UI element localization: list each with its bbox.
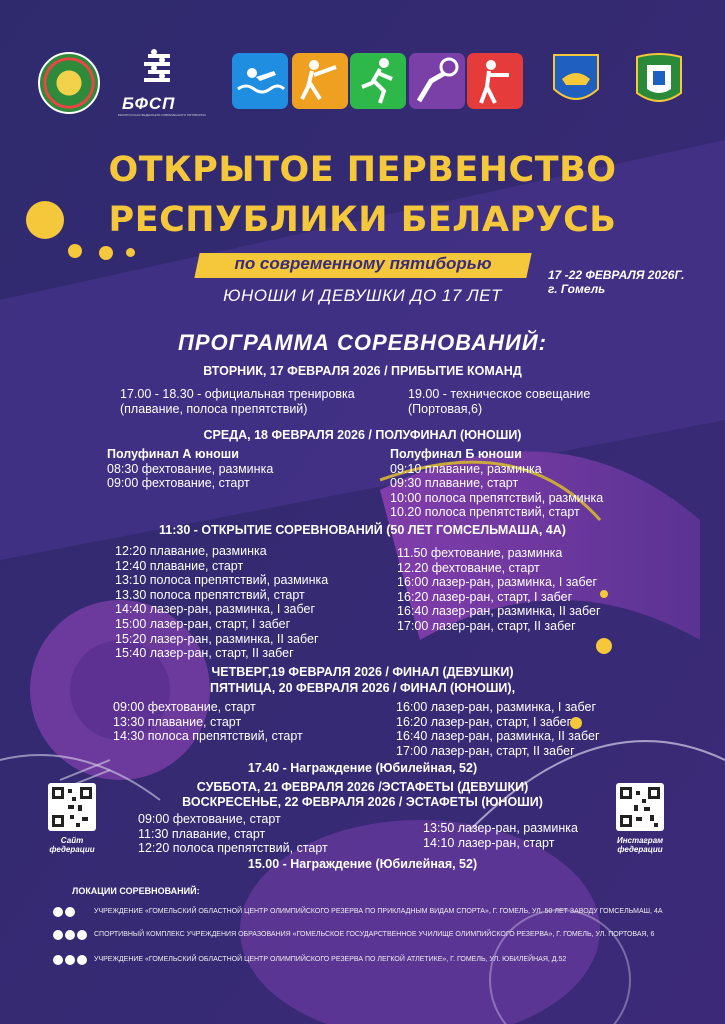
schedule-line: 15:20 лазер-ран, разминка, II забег xyxy=(115,631,319,646)
shooting-icon xyxy=(409,53,465,109)
day3-header-girls: ЧЕТВЕРГ,19 ФЕВРАЛЯ 2026 / ФИНАЛ (ДЕВУШКИ) xyxy=(211,665,514,679)
schedule-line: 14:10 лазер-ран, старт xyxy=(423,835,555,850)
location-item: УЧРЕЖДЕНИЕ «ГОМЕЛЬСКИЙ ОБЛАСТНОЙ ЦЕНТР ОЛИМПИЙСКОГО РЕЗЕРВА ПО ЛЕГКОЙ АТЛЕТИКЕ», Г. ГОМЕЛЬ, УЛ. ЮБИЛЕЙНАЯ, Д.52 xyxy=(94,956,567,963)
instagram-qr-caption: Инстаграм федерации xyxy=(616,836,664,854)
semifinal-b-title: Полуфинал Б юноши xyxy=(390,447,522,461)
day3-award: 17.40 - Награждение (Юбилейная, 52) xyxy=(247,761,478,775)
title-line-1: ОТКРЫТОЕ ПЕРВЕНСТВО xyxy=(108,150,617,190)
day3-header-boys: ПЯТНИЦА, 20 ФЕВРАЛЯ 2026 / ФИНАЛ (ЮНОШИ), xyxy=(209,681,516,695)
schedule-line: 09:00 фехтование, старт xyxy=(107,476,250,491)
schedule-line: 16:00 лазер-ран, разминка, I забег xyxy=(397,575,598,590)
decor-dot xyxy=(126,248,135,257)
age-group-label: ЮНОШИ И ДЕВУШКИ ДО 17 ЛЕТ xyxy=(223,286,502,305)
schedule-line: 12:20 плавание, разминка xyxy=(115,544,267,558)
schedule-line: (Портовая,6) xyxy=(408,401,483,416)
schedule-line: 12:20 полоса препятствий, старт xyxy=(138,841,328,856)
decor-dot xyxy=(600,590,608,598)
federation-emblem-logo xyxy=(38,52,100,114)
location-item: УЧРЕЖДЕНИЕ «ГОМЕЛЬСКИЙ ОБЛАСТНОЙ ЦЕНТР ОЛИМПИЙСКОГО РЕЗЕРВА ПО ПРИКЛАДНЫМ ВИДАМ СПОРТА», Г. ГОМЕЛЬ, УЛ. 50 ЛЕТ ЗАВОДУ ГОМСЕЛЬМАШ, 4А xyxy=(94,908,663,915)
schedule-line: 16:40 лазер-ран, разминка, II забег xyxy=(396,729,600,744)
opening-right xyxy=(397,546,601,634)
locations-title: ЛОКАЦИИ СОРЕВНОВАНИЙ: xyxy=(72,886,200,896)
schedule-line: 16:40 лазер-ран, разминка, II забег xyxy=(397,604,601,619)
schedule-line: 17:00 лазер-ран, старт, II забег xyxy=(397,618,576,633)
running-icon xyxy=(350,53,406,109)
relay-header-girls: СУББОТА, 21 ФЕВРАЛЯ 2026 /ЭСТАФЕТЫ (ДЕВУШКИ) xyxy=(196,780,529,794)
day3-right xyxy=(396,700,600,758)
swimming-obstacle-icons xyxy=(52,929,92,941)
schedule-line: (плавание, полоса препятствий) xyxy=(120,401,308,416)
schedule-line: 09:30 плавание, старт xyxy=(390,476,519,491)
decor-dot xyxy=(99,246,113,260)
schedule-line: 16:00 лазер-ран, разминка, I забег xyxy=(396,700,597,714)
schedule-line: 09:00 фехтование, старт xyxy=(113,700,256,714)
schedule-line: 12.20 фехтование, старт xyxy=(397,560,540,575)
website-qr-caption: Сайт федерации xyxy=(49,836,95,854)
program-title: ПРОГРАММА СОРЕВНОВАНИЙ: xyxy=(178,330,547,355)
schedule-line: 19.00 - техническое совещание xyxy=(408,387,591,401)
schedule-line: 17.00 - 18.30 - официальная тренировка xyxy=(120,387,355,401)
schedule-line: 13:50 лазер-ран, разминка xyxy=(423,821,578,835)
schedule-line: 14:40 лазер-ран, разминка, I забег xyxy=(115,602,316,617)
relay-header-boys: ВОСКРЕСЕНЬЕ, 22 ФЕВРАЛЯ 2026 / ЭСТАФЕТЫ (ЮНОШИ) xyxy=(182,795,543,809)
fencing-running-icons xyxy=(52,906,92,918)
location-item: СПОРТИВНЫЙ КОМПЛЕКС УЧРЕЖДЕНИЯ ОБРАЗОВАНИЯ «ГОМЕЛЬСКОЕ ГОСУДАРСТВЕННОЕ УЧИЛИЩЕ ОЛИМПИЙСКОГО РЕЗЕРВА», Г. ГОМЕЛЬ, УЛ. ПОРТОВАЯ, 6 xyxy=(94,931,655,938)
fencing-icon xyxy=(292,53,348,109)
schedule-line: 16:20 лазер-ран, старт, I забег xyxy=(397,589,573,604)
schedule-line: 13:10 полоса препятствий, разминка xyxy=(115,573,329,588)
semifinal-a-title: Полуфинал А юноши xyxy=(107,447,239,461)
schedule-line: 11:30 плавание, старт xyxy=(138,826,266,841)
swimming-icon xyxy=(232,53,288,109)
schedule-line: 09:10 плавание, разминка xyxy=(390,461,542,476)
schedule-line: 09:00 фехтование, старт xyxy=(138,812,281,826)
schedule-line: 15:40 лазер-ран, старт, II забег xyxy=(115,646,294,661)
day2-right xyxy=(390,447,603,520)
schedule-line: 15:00 лазер-ран, старт, I забег xyxy=(115,616,291,631)
day2-header: СРЕДА, 18 ФЕВРАЛЯ 2026 / ПОЛУФИНАЛ (ЮНОШИ) xyxy=(203,428,522,442)
schedule-line: 12:40 плавание, старт xyxy=(115,558,244,573)
date-range: 17 -22 ФЕВРАЛЯ 2026Г. xyxy=(548,268,685,282)
gomel-region-crest xyxy=(633,53,685,109)
schedule-line: 13:30 плавание, старт xyxy=(113,714,242,729)
schedule-line: 13.30 полоса препятствий, старт xyxy=(115,587,305,602)
decor-dot xyxy=(596,638,612,654)
day2-left xyxy=(107,447,273,491)
day3-left xyxy=(113,700,303,744)
decor-dot xyxy=(68,244,82,258)
schedule-line: 08:30 фехтование, разминка xyxy=(107,461,274,476)
relay-right xyxy=(423,821,578,850)
opening-header: 11:30 - ОТКРЫТИЕ СОРЕВНОВАНИЙ (50 ЛЕТ ГОМСЕЛЬМАША, 4А) xyxy=(159,523,566,537)
city-label: г. Гомель xyxy=(548,282,606,296)
gomel-city-crest xyxy=(552,53,600,109)
schedule-line: 14:30 полоса препятствий, старт xyxy=(113,729,303,744)
laser-run-icons xyxy=(52,954,92,966)
schedule-line: 10:00 полоса препятствий, разминка xyxy=(390,490,604,505)
day1-left xyxy=(120,387,355,416)
bfsp-logo-subtext: БЕЛОРУССКАЯ ФЕДЕРАЦИЯ СОВРЕМЕННОГО ПЯТИБОРЬЯ xyxy=(118,113,206,117)
instagram-qr-code[interactable] xyxy=(616,783,664,831)
discipline-label: по современному пятиборью xyxy=(234,254,492,273)
title-line-2: РЕСПУБЛИКИ БЕЛАРУСЬ xyxy=(108,200,617,240)
website-qr-code[interactable] xyxy=(48,783,96,831)
schedule-line: 16:20 лазер-ран, старт, I забег xyxy=(396,714,572,729)
event-dates xyxy=(548,268,684,296)
schedule-line: 11.50 фехтование, разминка xyxy=(397,546,563,560)
relay-left xyxy=(138,812,328,856)
laser-run-icon xyxy=(467,53,523,109)
relay-award: 15.00 - Награждение (Юбилейная, 52) xyxy=(247,857,478,871)
opening-left xyxy=(115,544,328,661)
bfsp-logo-text: БФСП xyxy=(122,94,176,113)
schedule-line: 10.20 полоса препятствий, старт xyxy=(390,505,580,520)
day1-right xyxy=(408,387,590,416)
day1-header: ВТОРНИК, 17 ФЕВРАЛЯ 2026 / ПРИБЫТИЕ КОМАНД xyxy=(203,364,522,378)
schedule-line: 17:00 лазер-ран, старт, II забег xyxy=(396,743,575,758)
